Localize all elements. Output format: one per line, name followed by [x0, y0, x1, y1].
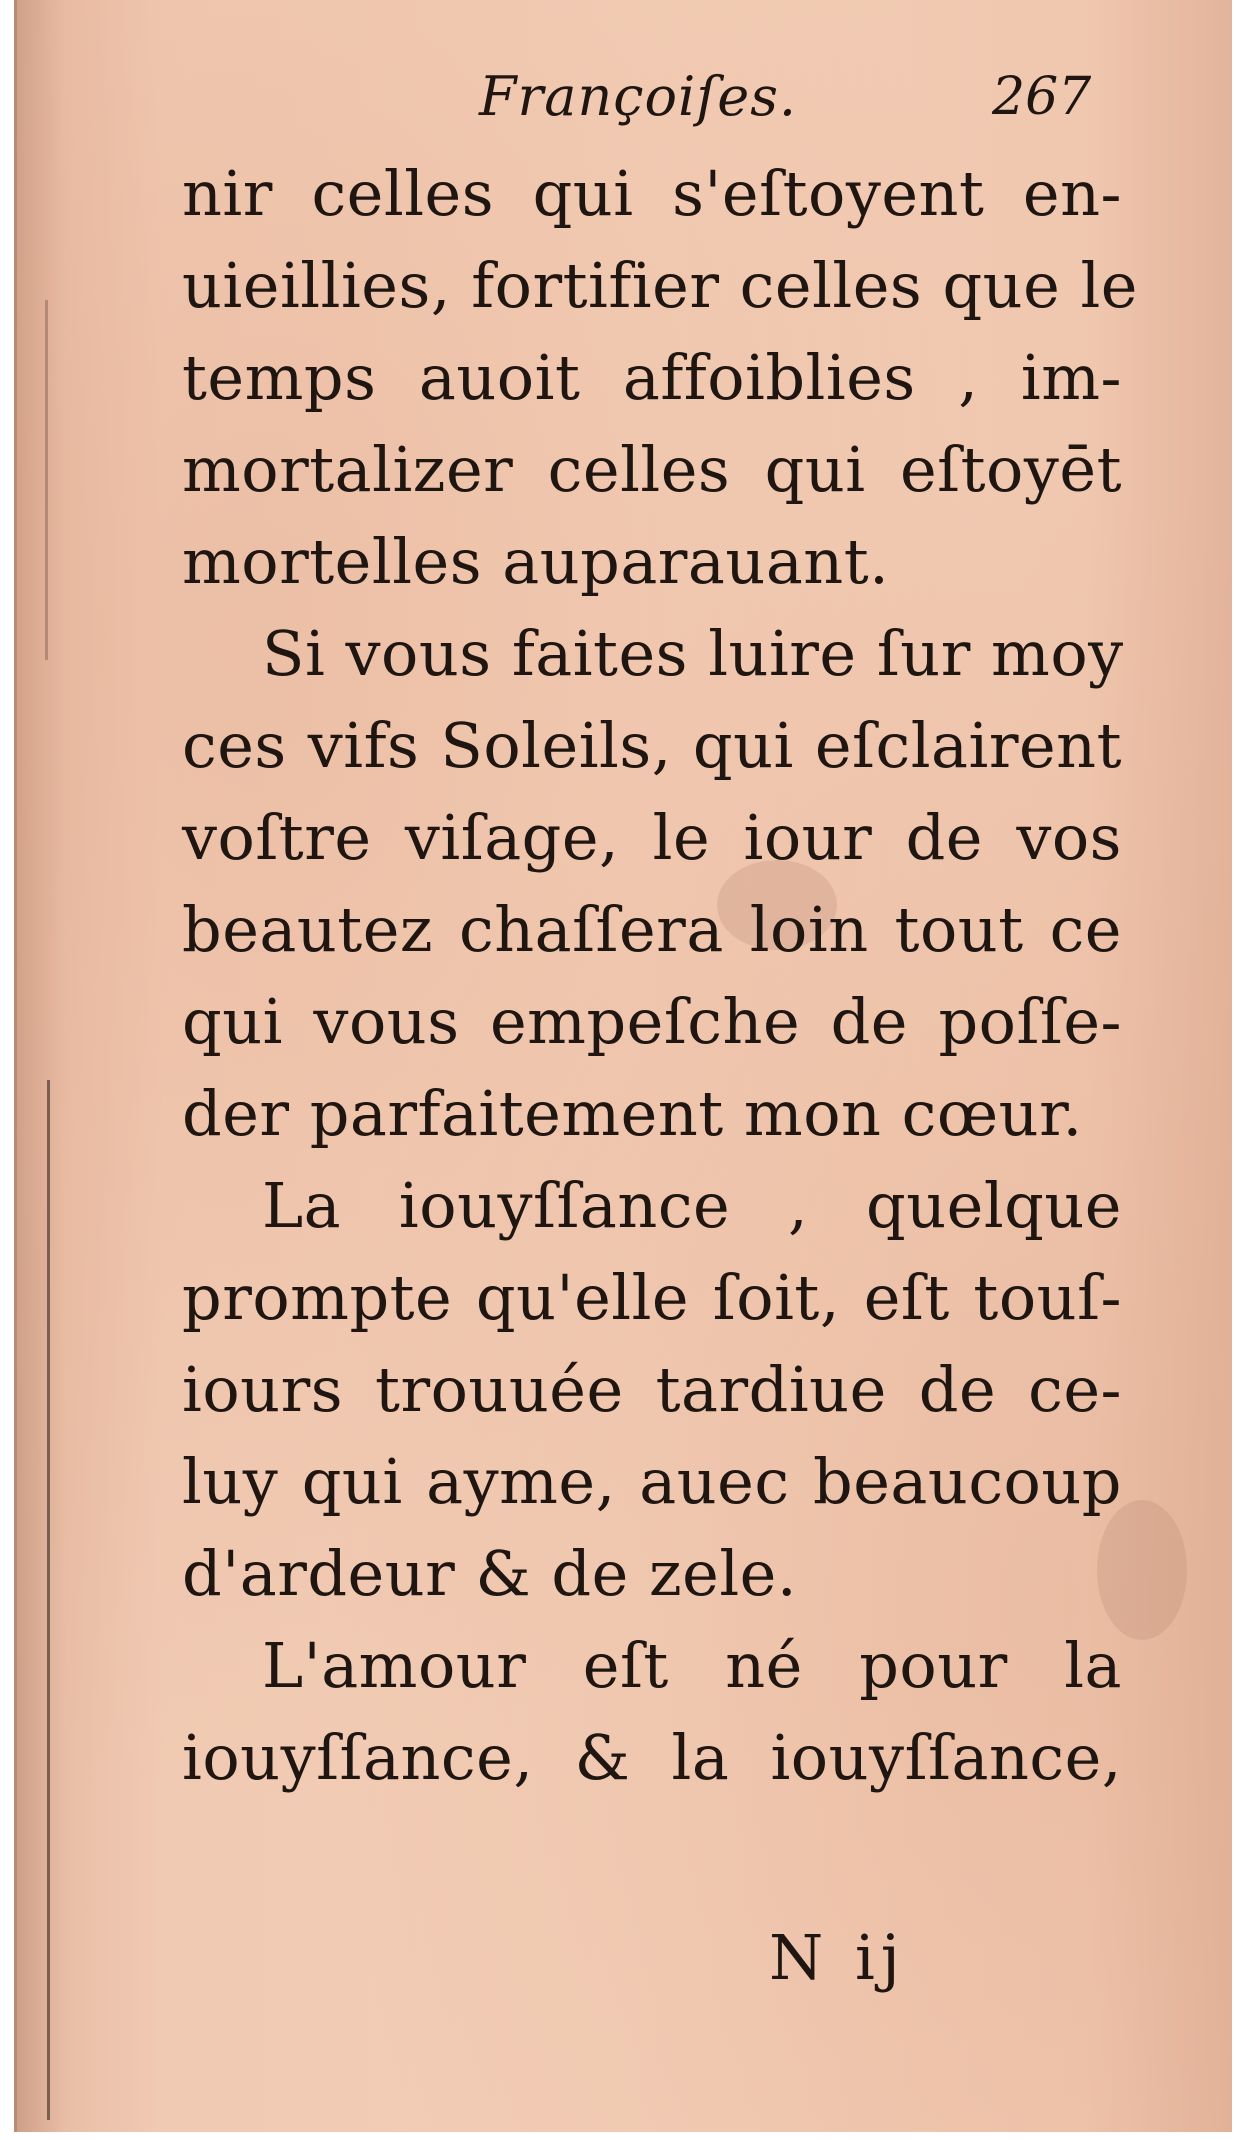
page-text [17, 0, 1235, 2132]
text-line: Si vous faites luire ſur moy [262, 617, 1124, 690]
body-text [182, 148, 1138, 1804]
text-line: mortelles auparauant. [182, 525, 890, 598]
running-head [17, 62, 1235, 142]
text-line: temps auoit affoiblies , im- [182, 341, 1122, 414]
text-line: der parfaitement mon cœur. [182, 1077, 1083, 1150]
page-number: 267 [992, 67, 1092, 127]
text-line: beautez chaſſera loin tout ce [182, 893, 1122, 966]
text-line: La iouyſſance , quelque [262, 1169, 1122, 1242]
text-line: luy qui ayme, auec beaucoup [182, 1445, 1122, 1518]
signature-mark: N ij [769, 1921, 907, 1994]
book-page [14, 0, 1232, 2132]
text-line: voſtre viſage, le iour de vos [182, 801, 1122, 874]
text-line: d'ardeur & de zele. [182, 1537, 798, 1610]
text-line: nir celles qui s'eſtoyent en- [182, 157, 1122, 230]
text-line: L'amour eſt né pour la [262, 1629, 1122, 1702]
text-line: qui vous empeſche de poſſe- [182, 985, 1122, 1058]
text-line: prompte qu'elle ſoit, eſt touſ- [182, 1261, 1122, 1334]
text-line: iouyſſance, & la iouyſſance, [182, 1721, 1122, 1794]
text-line: ces vifs Soleils, qui eſclairent [182, 709, 1122, 782]
text-line: mortalizer celles qui eſtoyēt [182, 433, 1122, 506]
text-line: iours trouuée tardiue de ce- [182, 1353, 1122, 1426]
text-line: uieillies, fortifier celles que le [182, 249, 1138, 322]
running-head-title: Françoiſes. [479, 65, 798, 128]
